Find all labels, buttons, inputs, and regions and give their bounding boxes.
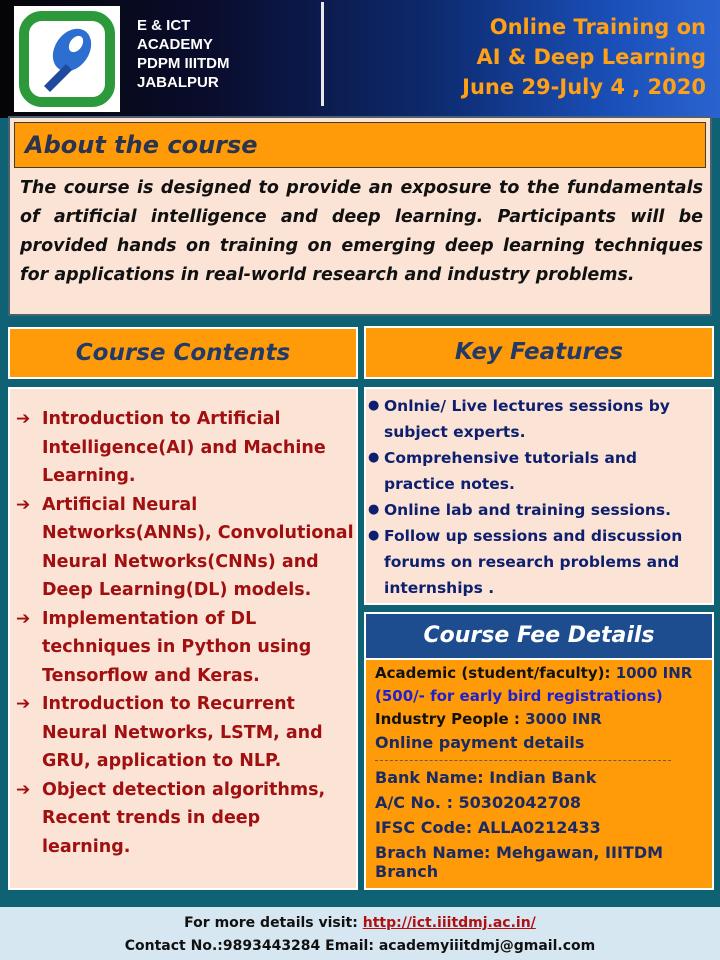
training-line: AI & Deep Learning [476, 45, 706, 69]
industry-fee-label: Industry People : [375, 710, 520, 728]
academic-fee-value: 1000 INR [615, 664, 693, 682]
account-number: A/C No. : 50302042708 [375, 793, 581, 812]
about-title: About the course [14, 122, 706, 168]
key-features-panel [364, 387, 714, 605]
list-item-text: Comprehensive tutorials and practice notes. [384, 449, 638, 493]
branch-name-cont: Branch [375, 862, 439, 881]
bullet-dot-icon: ● [368, 450, 380, 465]
bullet-dot-icon: ● [368, 528, 380, 543]
course-fee-details [375, 662, 709, 881]
footer-visit-line [0, 913, 720, 933]
arrow-right-icon: ➔ [16, 694, 31, 714]
academy-line: E & ICT [137, 17, 191, 34]
academic-fee-label: Academic (student/faculty): [375, 664, 611, 682]
arrow-right-icon: ➔ [16, 409, 31, 429]
list-item [16, 690, 354, 776]
ifsc-code: IFSC Code: ALLA0212433 [375, 818, 601, 837]
header-banner [0, 0, 720, 118]
training-title [462, 12, 706, 102]
key-features-list [368, 393, 710, 601]
list-item-text: Onlnie/ Live lectures sessions by subject experts. [384, 397, 670, 441]
academy-line: PDPM IIITDM [137, 55, 230, 72]
academic-fee [375, 662, 709, 685]
dashed-divider [375, 760, 671, 761]
list-item [368, 523, 710, 601]
list-item-text: Artificial Neural Networks(ANNs), Convolutional Neural Networks(CNNs) and Deep Learning(DL) models. [42, 494, 354, 600]
website-link[interactable]: http://ict.iiitdmj.ac.in/ [362, 915, 536, 931]
list-item [368, 497, 710, 523]
industry-fee-value: 3000 INR [525, 710, 602, 728]
header-divider [321, 2, 324, 106]
key-features-heading: Key Features [364, 326, 714, 379]
training-dates: June 29-July 4 , 2020 [462, 75, 706, 99]
academy-line: JABALPUR [137, 74, 219, 91]
list-item [368, 445, 710, 497]
list-item [16, 491, 354, 605]
training-line: Online Training on [489, 15, 706, 39]
course-contents-list [16, 405, 354, 861]
course-contents-panel [8, 387, 358, 890]
list-item [16, 405, 354, 491]
about-text: The course is designed to provide an exposure to the fundamentals of artificial intelligence and deep learning. Participants will be provided hands on training on emerging deep learning techniques for applications in real-world research and industry problems. [20, 178, 703, 285]
industry-fee [375, 708, 709, 731]
academy-line: ACADEMY [137, 36, 213, 53]
branch-name: Brach Name: Mehgawan, IIITDM [375, 843, 664, 862]
arrow-right-icon: ➔ [16, 779, 31, 800]
arrow-right-icon: ➔ [16, 494, 31, 515]
footer-contact: Contact No.:9893443284 Email: academyiiitdmj@gmail.com [124, 938, 596, 954]
list-item-text: Follow up sessions and discussion forums on research problems and internships . [384, 527, 683, 597]
list-item-text: Online lab and training sessions. [384, 501, 672, 519]
list-item [368, 393, 710, 445]
bullet-dot-icon: ● [368, 398, 380, 413]
bank-name: Bank Name: Indian Bank [375, 768, 597, 787]
list-item-text: Implementation of DL techniques in Python using Tensorflow and Keras. [42, 608, 312, 686]
bullet-dot-icon: ● [368, 502, 380, 517]
list-item-text: Introduction to Artificial Intelligence(AI) and Machine Learning. [42, 409, 326, 486]
course-fee-heading: Course Fee Details [364, 612, 714, 660]
about-section [8, 116, 712, 316]
academy-name [137, 16, 230, 92]
arrow-right-icon: ➔ [16, 608, 31, 629]
list-item [16, 605, 354, 691]
early-bird-note: (500/- for early bird registrations) [375, 687, 663, 705]
footer-visit-label: For more details visit: [184, 915, 358, 931]
course-contents-heading: Course Contents [8, 327, 358, 379]
list-item [16, 776, 354, 862]
list-item-text: Introduction to Recurrent Neural Networks, LSTM, and GRU, application to NLP. [42, 694, 323, 771]
payment-heading: Online payment details [375, 733, 585, 752]
footer [0, 907, 720, 960]
academy-logo-icon [14, 6, 120, 112]
course-fee-panel [364, 660, 714, 890]
list-item-text: Object detection algorithms, Recent trends in deep learning. [42, 779, 326, 857]
